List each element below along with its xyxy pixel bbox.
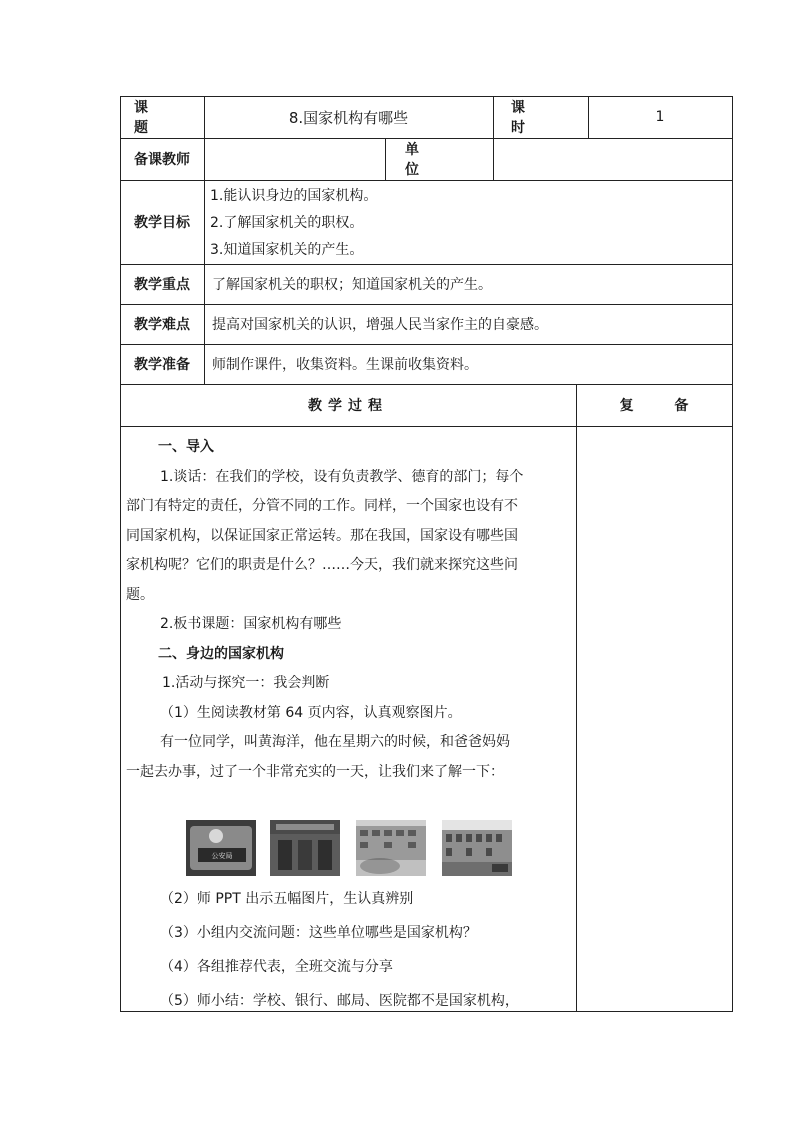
process-body-bottom [126,882,571,1018]
step-item: （4）各组推荐代表，全班交流与分享 [160,959,393,975]
topic-value: 8.国家机构有哪些 [288,108,409,127]
table-border-right [732,96,733,1012]
key-points-label: 教学重点 [134,277,190,293]
photo-government-office [442,820,512,876]
goal-item: 3.知道国家机关的产生。 [210,242,364,258]
process-header: 教学过程 [308,398,388,414]
section-heading: 一、导入 [158,439,214,455]
difficulties-label: 教学难点 [134,317,190,333]
row-divider [120,426,733,427]
step-item: （3）小组内交流问题：这些单位哪些是国家机构？ [160,925,477,941]
difficulties-text: 提高对国家机关的认识，增强人民当家作主的自豪感。 [212,317,548,333]
photo-school-building [356,820,426,876]
process-body-top [126,433,571,787]
paragraph-line: 部门有特定的责任，分管不同的工作。同样，一个国家也设有不 [126,498,518,514]
period-value: 1 [655,109,665,125]
preparation-text: 师制作课件，收集资料。生课前收集资料。 [212,357,478,373]
paragraph-line: 家机构呢？它们的职责是什么？……今天，我们就来探究这些问 [126,557,518,573]
review-column-divider [576,384,577,1012]
step-item: （1）生阅读教材第 64 页内容，认真观察图片。 [160,704,462,721]
photo-sign-text: 公安局 [211,852,233,860]
goal-item: 1.能认识身边的国家机构。 [210,188,378,204]
goals-list [210,183,377,264]
key-points-text: 了解国家机关的职权；知道国家机关的产生。 [212,277,492,293]
paragraph-line: 一起去办事，过了一个非常充实的一天，让我们来了解一下： [126,763,504,780]
photo-police-station [186,820,256,876]
paragraph: 2.板书课题：国家机构有哪些 [160,616,342,632]
row-divider [120,180,733,181]
paragraph-line: 1.谈话：在我们的学校，设有负责教学、德育的部门；每个 [160,468,524,485]
goals-label: 教学目标 [134,215,190,231]
step-item: （5）师小结：学校、银行、邮局、医院都不是国家机构， [160,993,519,1009]
photo-bank [270,820,340,876]
period-label: 课 时 [511,100,543,136]
step-item: （2）师 PPT 出示五幅图片，生认真辨别 [160,891,414,907]
paragraph-line: 同国家机构，以保证国家正常运转。那在我国，国家设有哪些国 [126,527,518,544]
activity-heading: 1.活动与探究一：我会判断 [162,675,330,691]
teacher-label: 备课教师 [134,152,190,168]
preparation-label: 教学准备 [134,357,190,373]
teacher-value [204,138,385,180]
topic-label: 课 题 [134,100,162,136]
section-heading: 二、身边的国家机构 [158,645,284,662]
goal-item: 2.了解国家机关的职权。 [210,215,364,231]
review-header: 复 备 [619,398,707,414]
unit-label: 单 位 [405,142,439,178]
unit-value [493,138,732,180]
paragraph-line: 有一位同学，叫黄海洋，他在星期六的时候，和爸爸妈妈 [160,734,510,750]
paragraph-line: 题。 [126,586,154,603]
